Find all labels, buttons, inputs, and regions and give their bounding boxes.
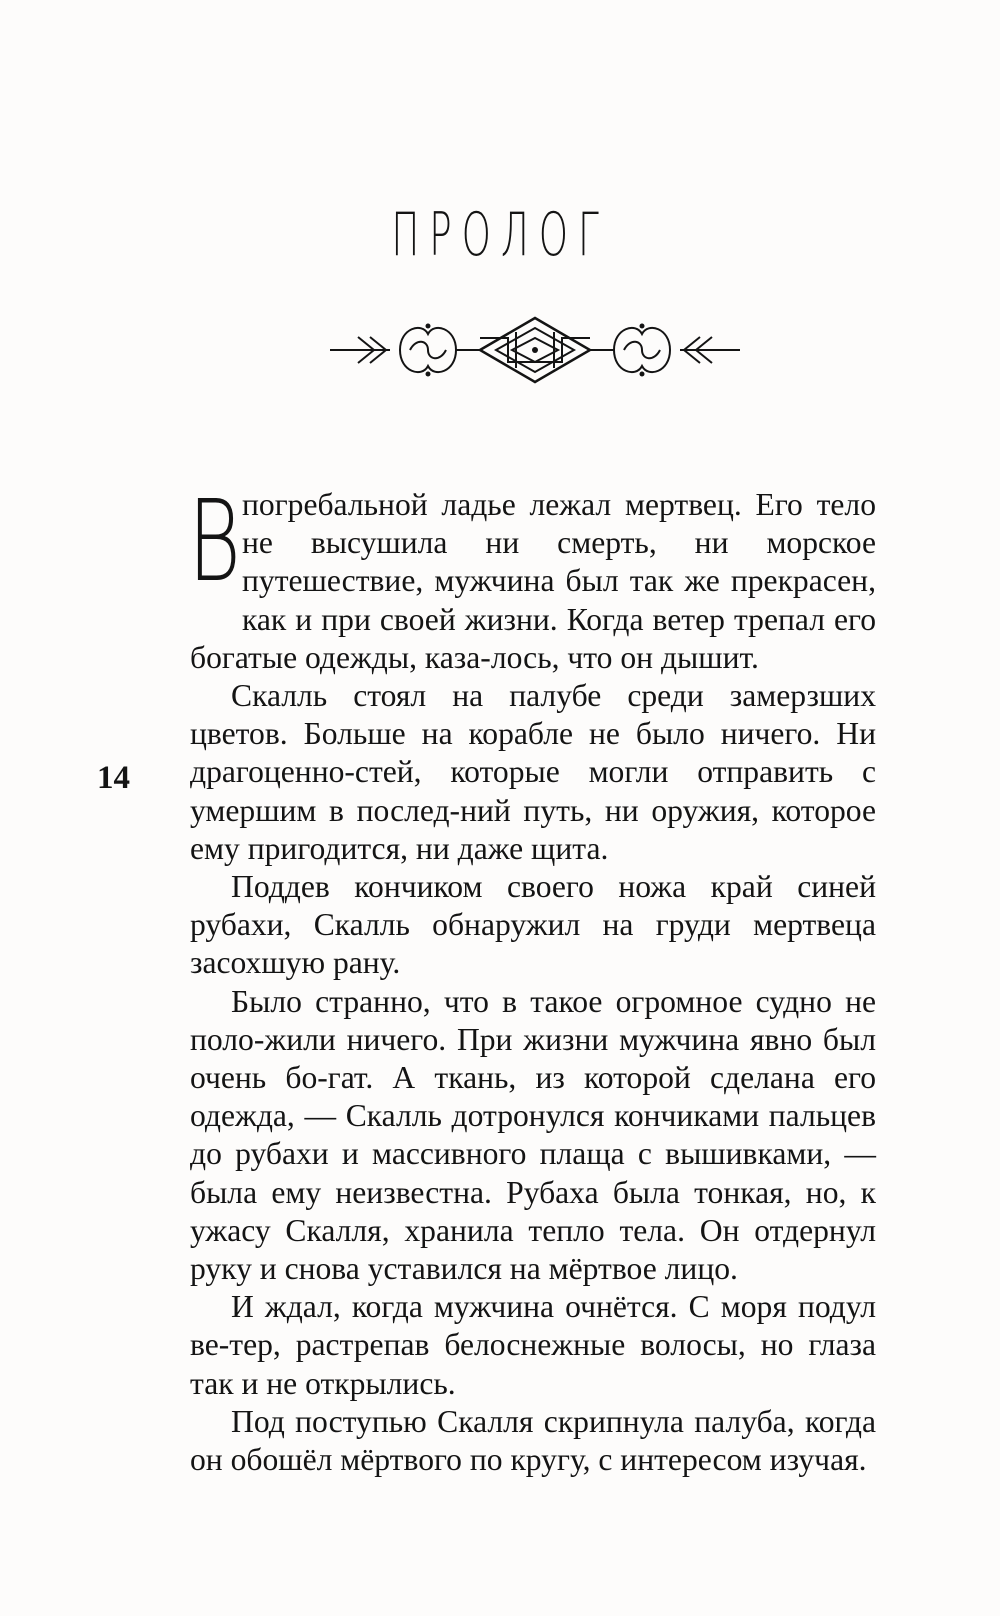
knotwork-ornament-icon <box>330 310 740 390</box>
body-text <box>188 477 876 1479</box>
drop-cap: В <box>188 477 241 607</box>
paragraph-2: Скалль стоял на палубе среди замерзших цветов. Больше на корабле не было ничего. Ни драгоценно-стей, которые могли отправить с умершим в послед-ний путь, ни оружия, которое ему пригодится, ни даже щита. <box>190 678 876 866</box>
paragraph-5: И ждал, когда мужчина очнётся. С моря подул ве-тер, растрепав белоснежные волосы, но глаза так и не открылись. <box>190 1289 876 1401</box>
paragraph-6: Под поступью Скалля скрипнула палуба, когда он обошёл мёртвого по кругу, с интересом изучая. <box>190 1403 876 1478</box>
paragraph-4: Было странно, что в такое огромное судно не поло-жили ничего. При жизни мужчина явно был очень бо-гат. А ткань, из которой сделана его одежда, — Скалль дотронулся кончиками пальцев до рубахи и массивного плаща с вышивками, — была ему неизвестна. Рубаха была тонкая, но, к ужасу Скалля, хранила тепло тела. Он отдернул руку и снова уставился на мёртвое лицо. <box>190 983 876 1287</box>
paragraph-3: Поддев кончиком своего ножа край синей рубахи, Скалль обнаружил на груди мертвеца засохшую рану. <box>190 869 876 981</box>
chapter-title: ПРОЛОГ <box>391 200 609 270</box>
page-number: 14 <box>97 760 130 796</box>
paragraph-1: В погребальной ладье лежал мертвец. Его тело не высушила ни смерть, ни морское путешествие, мужчина был так же прекрасен, как и при своей жизни. Когда ветер трепал его богатые одежды, каза-лось, что он дышит. <box>188 477 876 675</box>
